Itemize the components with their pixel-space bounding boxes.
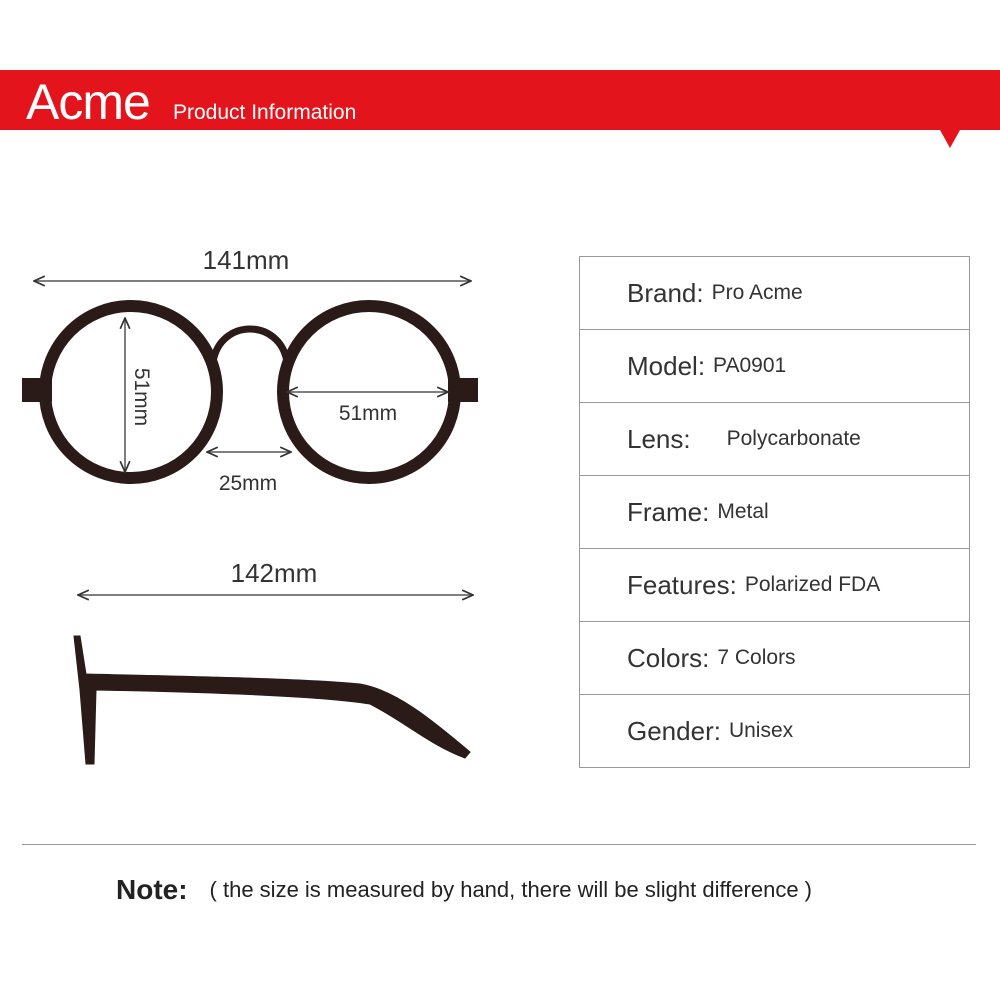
spec-row-brand	[580, 257, 969, 330]
spec-label: Gender:	[627, 715, 721, 746]
spec-value: Metal	[717, 500, 769, 523]
header-subtitle: Product Information	[173, 101, 357, 124]
note-label: Note:	[116, 874, 188, 905]
spec-row-features	[580, 549, 969, 622]
spec-value: Pro Acme	[711, 281, 803, 304]
spec-value: PA0901	[713, 354, 787, 377]
temple-arm-icon	[74, 636, 470, 764]
temple-length-label: 142mm	[230, 558, 318, 588]
spec-row-model	[580, 330, 969, 403]
spec-label: Frame:	[627, 496, 710, 527]
lens-height-label: 51mm	[130, 367, 153, 427]
spec-value: Polycarbonate	[726, 427, 861, 450]
spec-value: Unisex	[728, 719, 794, 742]
spec-label: Brand:	[627, 277, 704, 308]
spec-label: Colors:	[627, 642, 710, 673]
brand-logo-text: Acme	[26, 74, 150, 130]
total-width-label: 141mm	[202, 245, 290, 275]
divider-line	[22, 844, 976, 845]
note	[116, 868, 976, 912]
spec-label: Lens:	[627, 423, 691, 454]
specs-table	[579, 256, 970, 768]
spec-label: Features:	[627, 569, 737, 600]
spec-value: Polarized FDA	[744, 573, 881, 596]
spec-row-frame	[580, 476, 969, 549]
lens-width-label: 51mm	[338, 402, 398, 425]
bridge-label: 25mm	[218, 472, 278, 495]
spec-value: 7 Colors	[717, 646, 796, 669]
note-text: ( the size is measured by hand, there will be slight difference )	[209, 877, 813, 902]
spec-label: Model:	[627, 350, 706, 381]
spec-row-lens	[580, 403, 969, 476]
spec-row-gender	[580, 695, 969, 768]
spec-row-colors	[580, 622, 969, 695]
